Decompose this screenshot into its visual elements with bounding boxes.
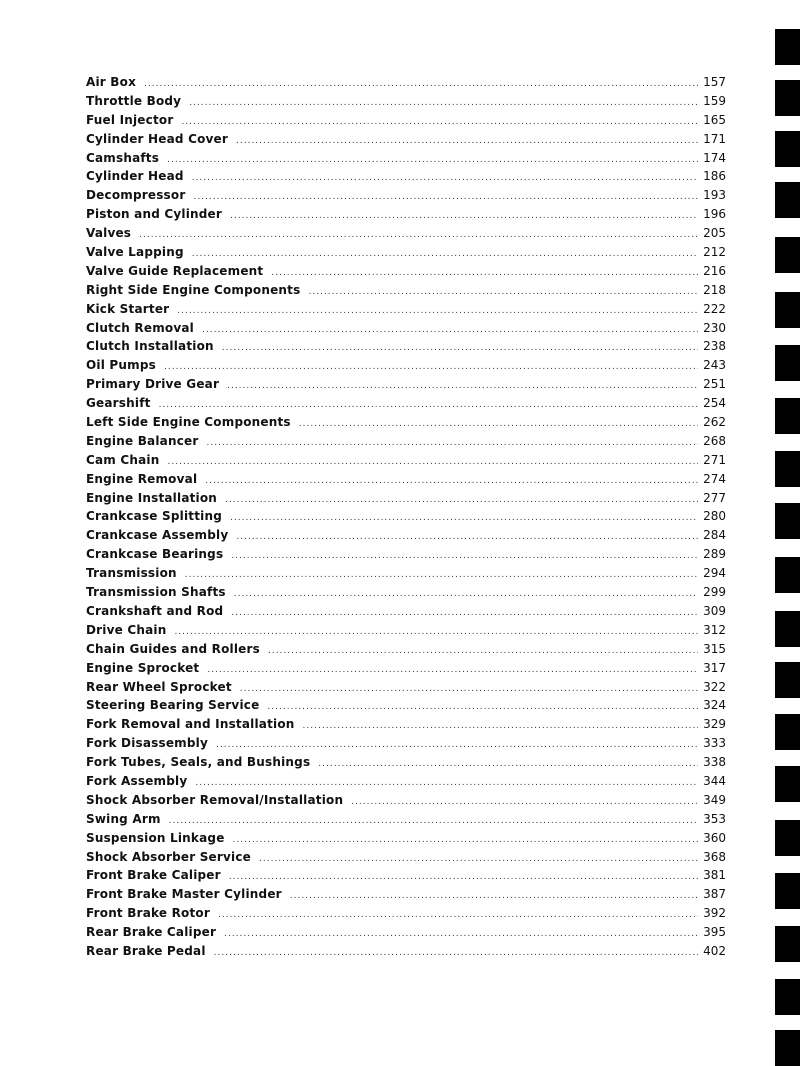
dot-leader	[229, 868, 698, 887]
toc-entry-page-number: 171	[703, 131, 726, 146]
toc-entry[interactable]	[86, 394, 726, 413]
dot-leader	[169, 812, 698, 831]
toc-entry-title: Cylinder Head	[86, 169, 184, 184]
toc-entry[interactable]	[86, 602, 726, 621]
toc-entry-page-number: 268	[703, 433, 726, 448]
toc-entry-page-number: 317	[703, 660, 726, 675]
toc-entry-page-number: 309	[703, 603, 726, 618]
toc-entry-page-number: 218	[703, 282, 726, 297]
toc-entry-title: Valve Lapping	[86, 245, 184, 260]
toc-entry-title: Steering Bearing Service	[86, 698, 260, 713]
dot-leader	[303, 717, 698, 736]
toc-entry[interactable]	[86, 300, 726, 319]
toc-entry-title: Swing Arm	[86, 811, 161, 826]
toc-entry-page-number: 284	[703, 528, 726, 543]
toc-entry-title: Crankcase Splitting	[86, 509, 222, 524]
toc-entry-title: Rear Wheel Sprocket	[86, 679, 232, 694]
toc-entry-page-number: 344	[703, 773, 726, 788]
toc-entry[interactable]	[86, 205, 726, 224]
section-edge-tab	[775, 451, 800, 487]
toc-entry-page-number: 271	[703, 452, 726, 467]
toc-entry[interactable]	[86, 375, 726, 394]
toc-entry-title: Right Side Engine Components	[86, 282, 301, 297]
toc-entry[interactable]	[86, 942, 726, 961]
toc-entry-page-number: 395	[703, 925, 726, 940]
section-edge-tab	[775, 557, 800, 593]
section-edge-tab	[775, 503, 800, 539]
dot-leader	[231, 604, 698, 623]
toc-entry-title: Crankshaft and Rod	[86, 603, 224, 618]
toc-entry[interactable]	[86, 715, 726, 734]
dot-leader	[230, 207, 698, 226]
toc-entry[interactable]	[86, 167, 726, 186]
toc-entry-page-number: 243	[703, 358, 726, 373]
dot-leader	[318, 755, 698, 774]
section-edge-tab	[775, 345, 800, 381]
toc-entry-title: Transmission	[86, 566, 177, 581]
toc-entry-title: Gearshift	[86, 396, 151, 411]
toc-entry-title: Engine Installation	[86, 490, 218, 505]
toc-entry-page-number: 381	[703, 868, 726, 883]
toc-entry-title: Engine Removal	[86, 471, 198, 486]
dot-leader	[271, 264, 698, 283]
toc-entry[interactable]	[86, 507, 726, 526]
toc-entry-title: Rear Brake Pedal	[86, 943, 206, 958]
section-edge-tab	[775, 766, 800, 802]
toc-entry-page-number: 315	[703, 641, 726, 656]
toc-entry-title: Drive Chain	[86, 622, 167, 637]
dot-leader	[308, 283, 698, 302]
toc-entry-title: Valve Guide Replacement	[86, 263, 264, 278]
toc-entry-title: Clutch Installation	[86, 339, 214, 354]
dot-leader	[144, 75, 698, 94]
toc-entry-page-number: 277	[703, 490, 726, 505]
toc-entry[interactable]	[86, 885, 726, 904]
toc-entry-page-number: 186	[703, 169, 726, 184]
toc-entry[interactable]	[86, 621, 726, 640]
dot-leader	[206, 434, 698, 453]
toc-entry-page-number: 294	[703, 566, 726, 581]
dot-leader	[181, 113, 698, 132]
toc-entry-page-number: 289	[703, 547, 726, 562]
toc-entry[interactable]	[86, 734, 726, 753]
toc-entry-title: Valves	[86, 226, 132, 241]
section-edge-tab	[775, 873, 800, 909]
dot-leader	[167, 151, 698, 170]
section-edge-tab	[775, 29, 800, 65]
dot-leader	[218, 906, 698, 925]
toc-entry[interactable]	[86, 111, 726, 130]
toc-entry[interactable]	[86, 186, 726, 205]
toc-entry[interactable]	[86, 810, 726, 829]
toc-entry-page-number: 212	[703, 245, 726, 260]
section-edge-tab	[775, 398, 800, 434]
section-edge-tab	[775, 131, 800, 167]
toc-entry-title: Crankcase Assembly	[86, 528, 229, 543]
section-edge-tab	[775, 292, 800, 328]
toc-entry-page-number: 159	[703, 93, 726, 108]
toc-entry[interactable]	[86, 659, 726, 678]
toc-entry-page-number: 262	[703, 415, 726, 430]
table-of-contents	[86, 73, 726, 961]
toc-entry-page-number: 360	[703, 830, 726, 845]
dot-leader	[202, 321, 698, 340]
toc-entry[interactable]	[86, 696, 726, 715]
toc-entry-title: Left Side Engine Components	[86, 415, 291, 430]
toc-entry[interactable]	[86, 583, 726, 602]
toc-entry-page-number: 280	[703, 509, 726, 524]
toc-entry-title: Clutch Removal	[86, 320, 194, 335]
toc-entry[interactable]	[86, 829, 726, 848]
toc-entry[interactable]	[86, 130, 726, 149]
toc-entry-page-number: 312	[703, 622, 726, 637]
dot-leader	[233, 831, 698, 850]
toc-entry-title: Engine Balancer	[86, 433, 199, 448]
toc-entry-title: Chain Guides and Rollers	[86, 641, 260, 656]
toc-entry-title: Front Brake Caliper	[86, 868, 221, 883]
section-edge-tab	[775, 1030, 800, 1066]
toc-entry-title: Rear Brake Caliper	[86, 925, 217, 940]
toc-entry[interactable]	[86, 432, 726, 451]
toc-entry-page-number: 387	[703, 887, 726, 902]
dot-leader	[259, 850, 698, 869]
dot-leader	[214, 944, 698, 963]
section-edge-tab	[775, 80, 800, 116]
toc-entry-title: Air Box	[86, 75, 137, 89]
dot-leader	[192, 169, 698, 188]
toc-entry-title: Fork Assembly	[86, 773, 188, 788]
toc-entry[interactable]	[86, 281, 726, 300]
toc-entry-page-number: 196	[703, 207, 726, 222]
dot-leader	[236, 132, 698, 151]
toc-entry[interactable]	[86, 866, 726, 885]
toc-entry-title: Shock Absorber Service	[86, 849, 251, 864]
toc-entry-page-number: 274	[703, 471, 726, 486]
toc-entry-page-number: 338	[703, 755, 726, 770]
toc-entry[interactable]	[86, 262, 726, 281]
dot-leader	[299, 415, 698, 434]
toc-entry-page-number: 353	[703, 811, 726, 826]
dot-leader	[234, 585, 698, 604]
toc-entry[interactable]	[86, 356, 726, 375]
section-edge-tab	[775, 926, 800, 962]
toc-entry-title: Piston and Cylinder	[86, 207, 223, 222]
toc-entry[interactable]	[86, 149, 726, 168]
toc-entry[interactable]	[86, 564, 726, 583]
toc-entry-page-number: 251	[703, 377, 726, 392]
toc-entry[interactable]	[86, 904, 726, 923]
toc-entry-page-number: 193	[703, 188, 726, 203]
toc-entry[interactable]	[86, 526, 726, 545]
section-edge-tab	[775, 820, 800, 856]
dot-leader	[164, 358, 698, 377]
dot-leader	[290, 887, 698, 906]
dot-leader	[205, 472, 698, 491]
toc-entry[interactable]	[86, 470, 726, 489]
toc-entry-title: Shock Absorber Removal/Installation	[86, 792, 344, 807]
section-edge-tab	[775, 182, 800, 218]
toc-entry-title: Crankcase Bearings	[86, 547, 224, 562]
toc-entry-page-number: 329	[703, 717, 726, 732]
toc-entry[interactable]	[86, 92, 726, 111]
toc-entry[interactable]	[86, 678, 726, 697]
dot-leader	[267, 698, 698, 717]
dot-leader	[177, 302, 698, 321]
toc-entry-title: Decompressor	[86, 188, 186, 203]
toc-entry-page-number: 174	[703, 150, 726, 165]
toc-entry-title: Fork Tubes, Seals, and Bushings	[86, 755, 311, 770]
toc-entry-title: Oil Pumps	[86, 358, 156, 373]
dot-leader	[189, 94, 698, 113]
dot-leader	[139, 226, 698, 245]
dot-leader	[236, 528, 698, 547]
toc-entry-page-number: 349	[703, 792, 726, 807]
dot-leader	[168, 453, 699, 472]
toc-entry-title: Front Brake Rotor	[86, 906, 210, 921]
section-edge-tab	[775, 237, 800, 273]
dot-leader	[207, 661, 698, 680]
toc-entry-page-number: 392	[703, 906, 726, 921]
edge-tab-strip	[775, 0, 800, 1035]
toc-entry[interactable]	[86, 640, 726, 659]
toc-entry[interactable]	[86, 489, 726, 508]
toc-entry-page-number: 205	[703, 226, 726, 241]
toc-entry[interactable]	[86, 848, 726, 867]
toc-entry[interactable]	[86, 923, 726, 942]
section-edge-tab	[775, 714, 800, 750]
toc-entry-title: Suspension Linkage	[86, 830, 225, 845]
toc-entry-title: Primary Drive Gear	[86, 377, 220, 392]
toc-entry-page-number: 322	[703, 679, 726, 694]
toc-entry-title: Engine Sprocket	[86, 660, 200, 675]
dot-leader	[227, 377, 698, 396]
toc-entry-title: Transmission Shafts	[86, 585, 226, 600]
toc-entry[interactable]	[86, 545, 726, 564]
dot-leader	[268, 642, 698, 661]
dot-leader	[240, 680, 698, 699]
toc-entry-page-number: 238	[703, 339, 726, 354]
dot-leader	[185, 566, 698, 585]
section-edge-tab	[775, 662, 800, 698]
toc-entry-title: Fuel Injector	[86, 112, 174, 127]
toc-entry-title: Cylinder Head Cover	[86, 131, 228, 146]
dot-leader	[351, 793, 698, 812]
toc-entry[interactable]	[86, 791, 726, 810]
toc-entry[interactable]	[86, 413, 726, 432]
toc-entry-title: Fork Disassembly	[86, 736, 208, 751]
toc-entry[interactable]	[86, 319, 726, 338]
toc-entry-title: Front Brake Master Cylinder	[86, 887, 282, 902]
section-edge-tab	[775, 611, 800, 647]
toc-entry[interactable]	[86, 337, 726, 356]
toc-entry[interactable]	[86, 451, 726, 470]
toc-entry[interactable]	[86, 224, 726, 243]
dot-leader	[231, 547, 698, 566]
dot-leader	[224, 925, 698, 944]
toc-entry-page-number: 299	[703, 585, 726, 600]
toc-entry-page-number: 333	[703, 736, 726, 751]
toc-entry-title: Kick Starter	[86, 301, 170, 316]
toc-entry-page-number: 165	[703, 112, 726, 127]
toc-entry-title: Camshafts	[86, 150, 160, 165]
toc-entry-page-number: 402	[703, 943, 726, 958]
toc-entry-page-number: 157	[703, 75, 726, 89]
toc-entry[interactable]	[86, 772, 726, 791]
dot-leader	[192, 245, 698, 264]
toc-entry[interactable]	[86, 753, 726, 772]
section-edge-tab	[775, 979, 800, 1015]
dot-leader	[230, 509, 698, 528]
toc-entry-page-number: 254	[703, 396, 726, 411]
toc-entry-title: Cam Chain	[86, 452, 160, 467]
toc-entry-title: Fork Removal and Installation	[86, 717, 295, 732]
toc-entry-page-number: 216	[703, 263, 726, 278]
toc-entry-page-number: 324	[703, 698, 726, 713]
dot-leader	[222, 339, 698, 358]
toc-entry[interactable]	[86, 243, 726, 262]
dot-leader	[225, 491, 698, 510]
toc-entry-page-number: 222	[703, 301, 726, 316]
toc-entry-page-number: 368	[703, 849, 726, 864]
toc-entry-page-number: 230	[703, 320, 726, 335]
toc-entry-title: Throttle Body	[86, 93, 182, 108]
dot-leader	[193, 188, 698, 207]
toc-entry[interactable]	[86, 73, 726, 92]
